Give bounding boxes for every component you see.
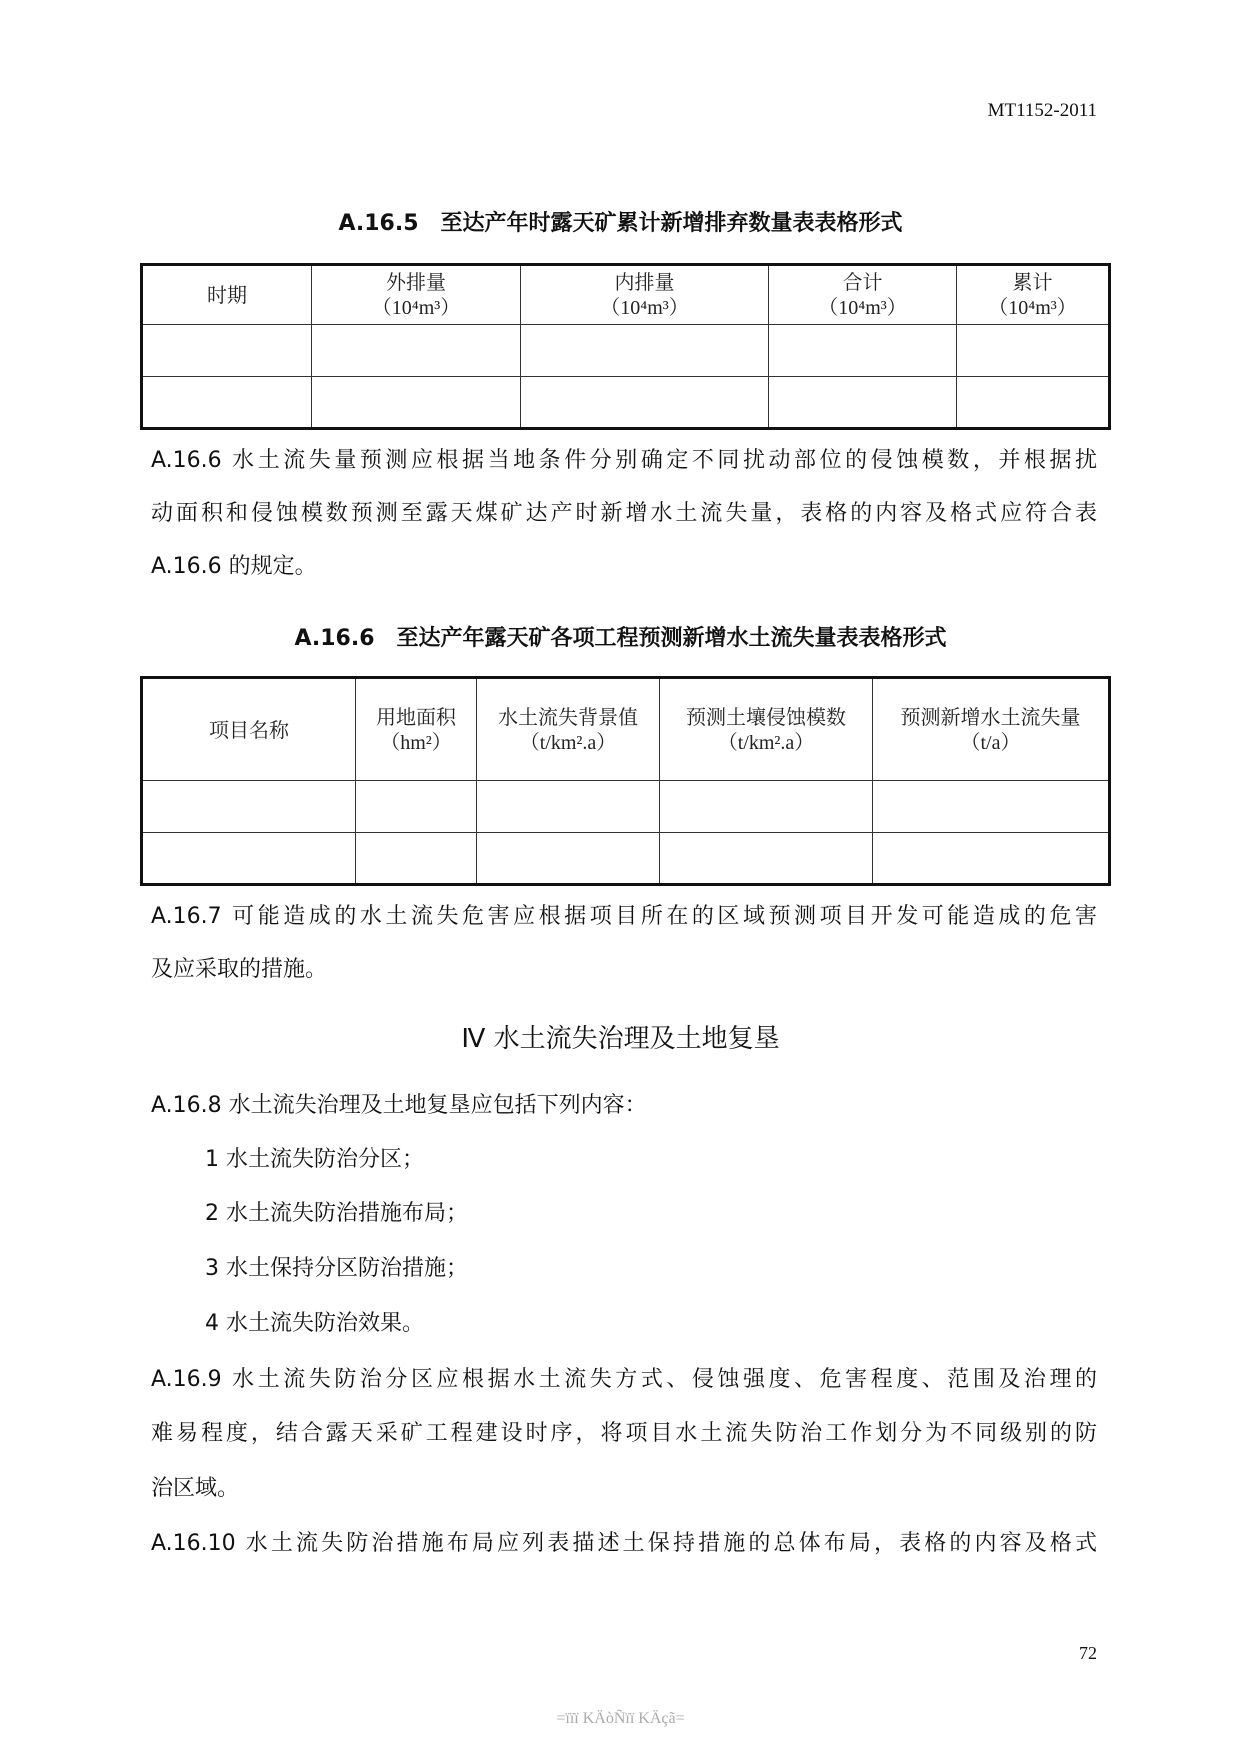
list-item: 2 水土流失防治措施布局； <box>205 1201 468 1226</box>
list-item: 4 水土流失防治效果。 <box>205 1311 424 1336</box>
table1-title: A.16.5 至达产年时露天矿累计新增排弃数量表表格形式 <box>338 211 903 236</box>
header-label: 预测土壤侵蚀模数 <box>686 704 846 729</box>
watermark: =ïïï KÄòÑïï KÄçã= <box>556 1710 685 1727</box>
table2 <box>140 676 1111 886</box>
header-unit: （t/km².a） <box>519 731 617 754</box>
table1-header-cell <box>957 265 1110 325</box>
paragraph-line: 及应采取的措施。 <box>151 957 328 982</box>
paragraph-line: A.16.8 水土流失治理及土地复垦应包括下列内容： <box>151 1093 647 1118</box>
paragraph-line: 难易程度，结合露天采矿工程建设时序，将项目水土流失防治工作划分为不同级别的防 <box>151 1421 1097 1446</box>
table2-header-cell <box>660 678 873 781</box>
table1-header-cell <box>312 265 521 325</box>
table2-header-cell <box>356 678 477 781</box>
list-item: 1 水土流失防治分区； <box>205 1147 424 1172</box>
header-label: 外排量 <box>386 270 446 294</box>
section-heading: Ⅳ 水土流失治理及土地复垦 <box>461 1024 780 1054</box>
table-row <box>142 325 1110 377</box>
page-number: 72 <box>1079 1643 1097 1663</box>
table1-header-row <box>142 265 1110 325</box>
paragraph-line: A.16.7 可能造成的水土流失危害应根据项目所在的区域预测项目开发可能造成的危害 <box>151 904 1097 929</box>
table-row <box>142 781 1110 833</box>
paragraph-line: 动面积和侵蚀模数预测至露天煤矿达产时新增水土流失量，表格的内容及格式应符合表 <box>151 501 1097 526</box>
header-unit: （t/a） <box>960 731 1021 754</box>
table2-header-cell <box>477 678 660 781</box>
header-unit: （t/km².a） <box>717 731 815 754</box>
table2-header-cell <box>142 678 356 781</box>
paragraph-line: A.16.10 水土流失防治措施布局应列表描述土保持措施的总体布局，表格的内容及格式 <box>151 1531 1097 1556</box>
header-unit: （hm²） <box>380 731 452 754</box>
table2-header-cell <box>873 678 1110 781</box>
table1-header-cell <box>769 265 957 325</box>
header-label: 累计 <box>1012 270 1053 294</box>
table1-header-cell <box>142 265 312 325</box>
header-label: 内排量 <box>614 270 675 294</box>
header-unit: （10⁴m³） <box>818 297 907 319</box>
header-label: 用地面积 <box>376 704 456 729</box>
table-row <box>142 833 1110 885</box>
standard-code-header: MT1152-2011 <box>987 100 1097 121</box>
table2-title: A.16.6 至达产年露天矿各项工程预测新增水土流失量表表格形式 <box>294 626 947 651</box>
header-label: 预测新增水土流失量 <box>900 704 1081 729</box>
table2-header-row <box>142 678 1110 781</box>
header-unit: （10⁴m³） <box>988 297 1077 319</box>
header-label: 合计 <box>842 270 883 294</box>
list-item: 3 水土保持分区防治措施； <box>205 1256 468 1281</box>
header-unit: （10⁴m³） <box>600 297 689 319</box>
paragraph-line: A.16.9 水土流失防治分区应根据水土流失方式、侵蚀强度、危害程度、范围及治理的 <box>151 1367 1097 1392</box>
header-unit: （10⁴m³） <box>371 297 461 319</box>
header-label: 时期 <box>207 283 247 307</box>
paragraph-line: A.16.6 的规定。 <box>151 554 317 579</box>
table1 <box>140 263 1111 430</box>
paragraph-line: 治区域。 <box>151 1476 240 1501</box>
header-label: 项目名称 <box>209 717 289 742</box>
table1-header-cell <box>521 265 769 325</box>
table-row <box>142 377 1110 429</box>
paragraph-line: A.16.6 水土流失量预测应根据当地条件分别确定不同扰动部位的侵蚀模数，并根据扰 <box>151 448 1097 473</box>
header-label: 水土流失背景值 <box>498 704 638 729</box>
